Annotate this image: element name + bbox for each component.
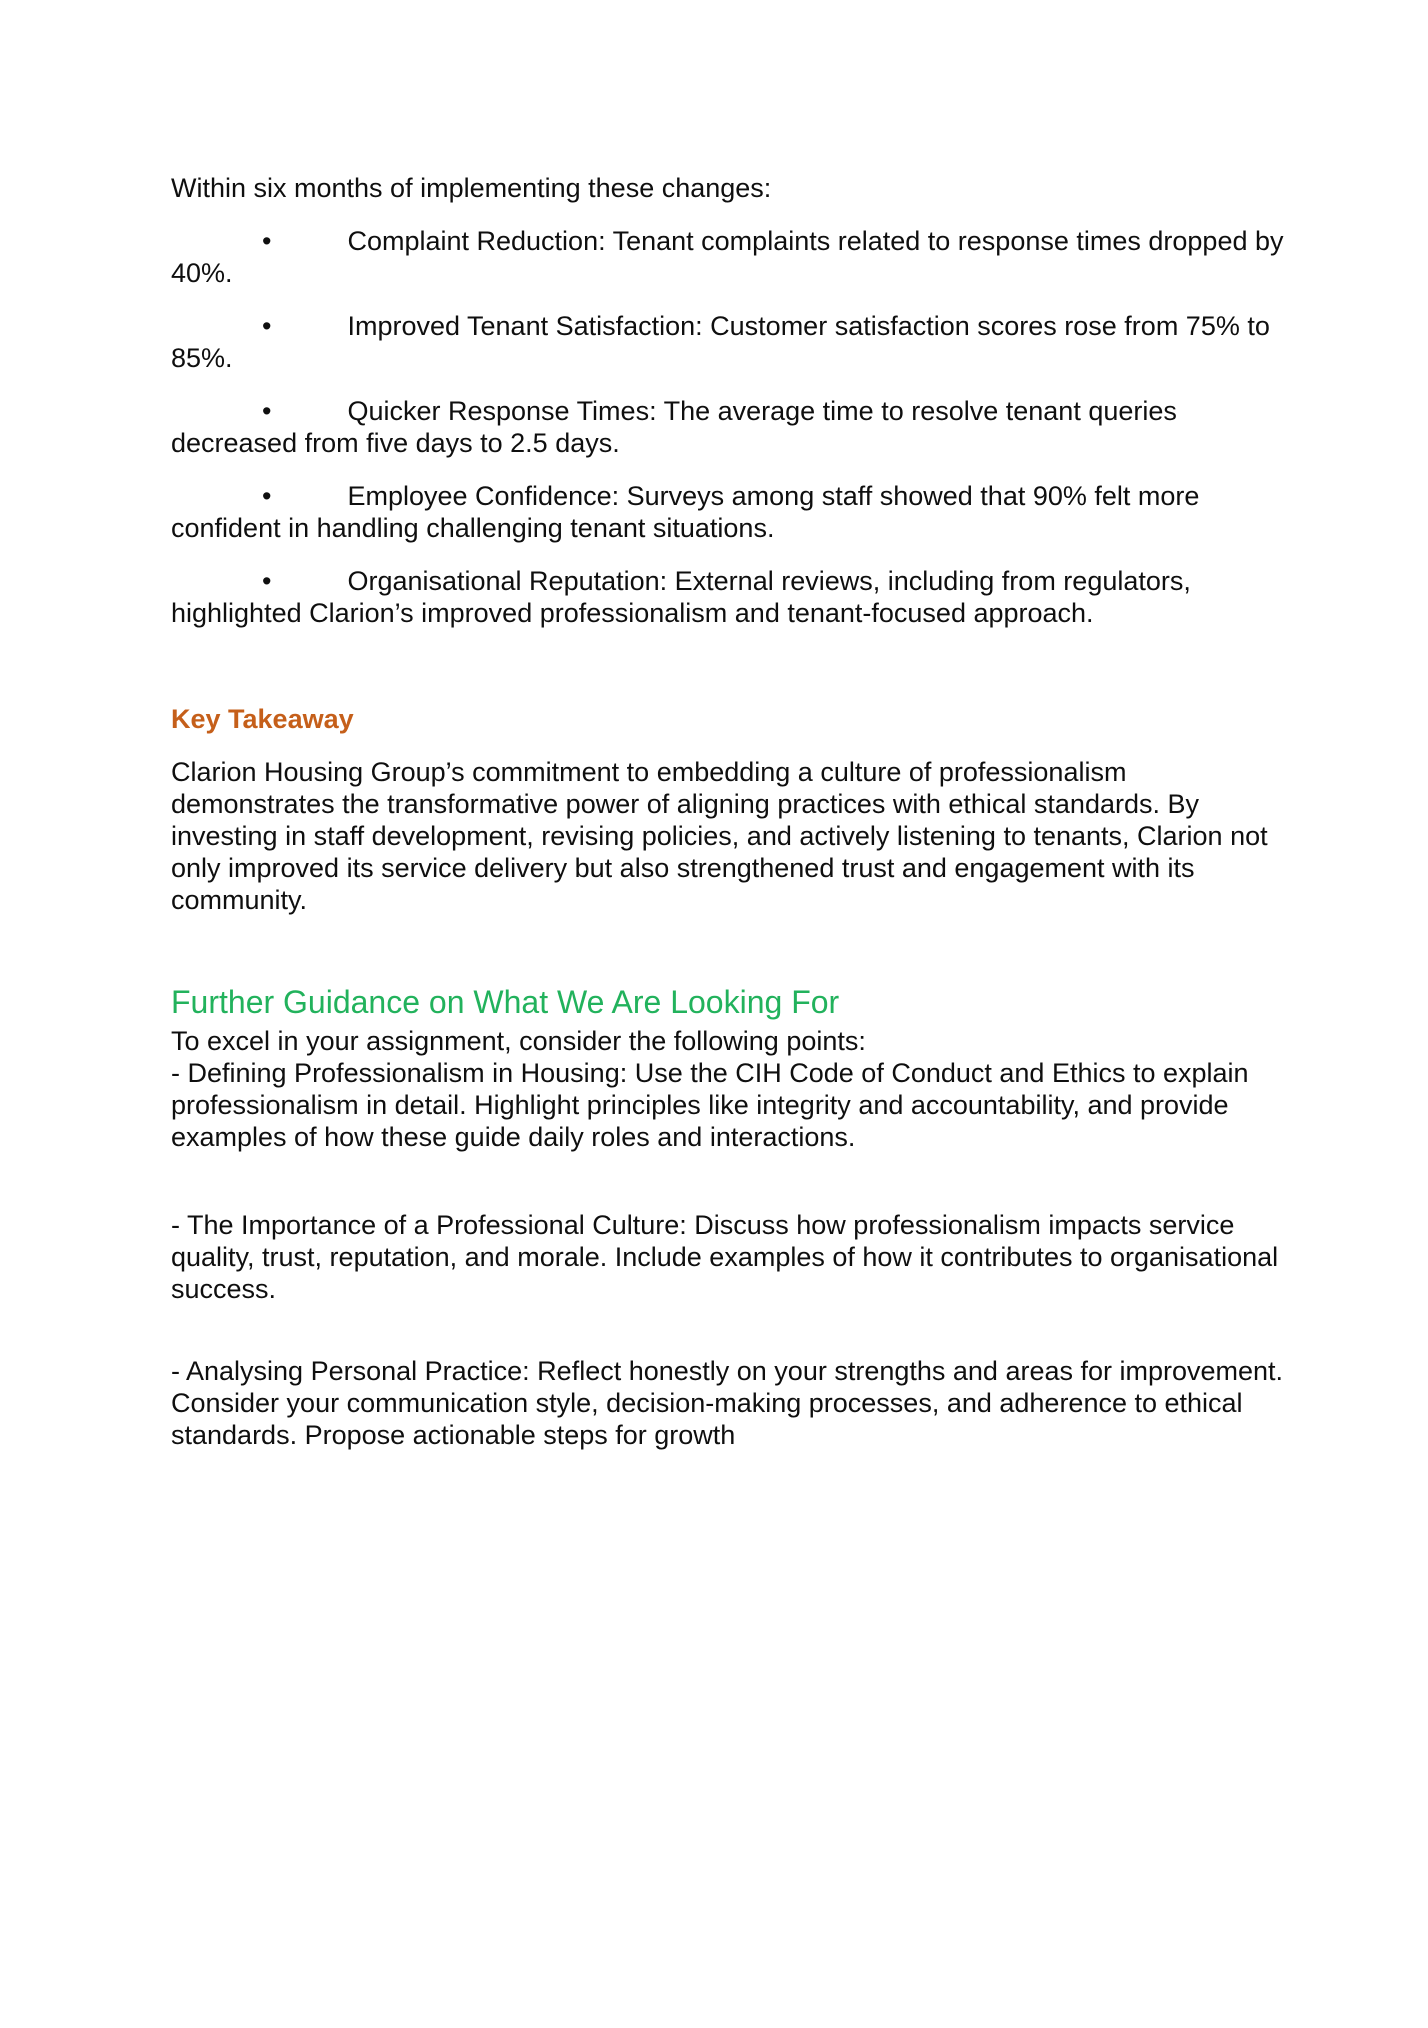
bullet-item <box>171 225 1291 289</box>
bullet-item <box>171 310 1291 374</box>
bullet-item <box>171 565 1291 629</box>
intro-paragraph: Within six months of implementing these changes: <box>171 173 772 203</box>
further-guidance-heading: Further Guidance on What We Are Looking For <box>171 984 840 1020</box>
bullet-text: Quicker Response Times: The average time to resolve tenant queries decreased from five days to 2.5 days. <box>171 396 1177 458</box>
key-takeaway-body: Clarion Housing Group’s commitment to embedding a culture of professionalism demonstrates the transformative power of aligning practices with ethical standards. By investing in staff development, revising policies, and actively listening to tenants, Clarion not only improved its service delivery but also strengthened trust and engagement with its community. <box>171 757 1268 915</box>
bullet-glyph: • <box>262 226 272 256</box>
key-takeaway-heading: Key Takeaway <box>171 704 354 734</box>
bullet-text: Organisational Reputation: External reviews, including from regulators, highlighted Clarion’s improved professionalism and tenant-focused approach. <box>171 566 1191 628</box>
bullet-item <box>171 480 1291 544</box>
bullet-glyph: • <box>262 481 272 511</box>
guidance-point-importance: - The Importance of a Professional Culture: Discuss how professionalism impacts service quality, trust, reputation, and morale. Include examples of how it contributes to organisational success. <box>171 1210 1279 1304</box>
bullet-text: Improved Tenant Satisfaction: Customer satisfaction scores rose from 75% to 85%. <box>171 311 1270 373</box>
bullet-glyph: • <box>262 396 272 426</box>
bullet-text: Employee Confidence: Surveys among staff showed that 90% felt more confident in handling challenging tenant situations. <box>171 481 1200 543</box>
guidance-point-defining: - Defining Professionalism in Housing: Use the CIH Code of Conduct and Ethics to explain professionalism in detail. Highlight principles like integrity and accountability, and provide examples of how these guide daily roles and interactions. <box>171 1058 1249 1152</box>
bullet-item <box>171 395 1291 459</box>
guidance-lead: To excel in your assignment, consider the following points: <box>171 1026 866 1056</box>
bullet-glyph: • <box>262 566 272 596</box>
bullet-glyph: • <box>262 311 272 341</box>
document-content <box>171 172 1291 1451</box>
guidance-point-analysing: - Analysing Personal Practice: Reflect honestly on your strengths and areas for improvement. Consider your communication style, decision-making processes, and adherence to ethical standards. Propose actionable steps for growth <box>171 1356 1284 1450</box>
bullet-text: Complaint Reduction: Tenant complaints related to response times dropped by 40%. <box>171 226 1284 288</box>
